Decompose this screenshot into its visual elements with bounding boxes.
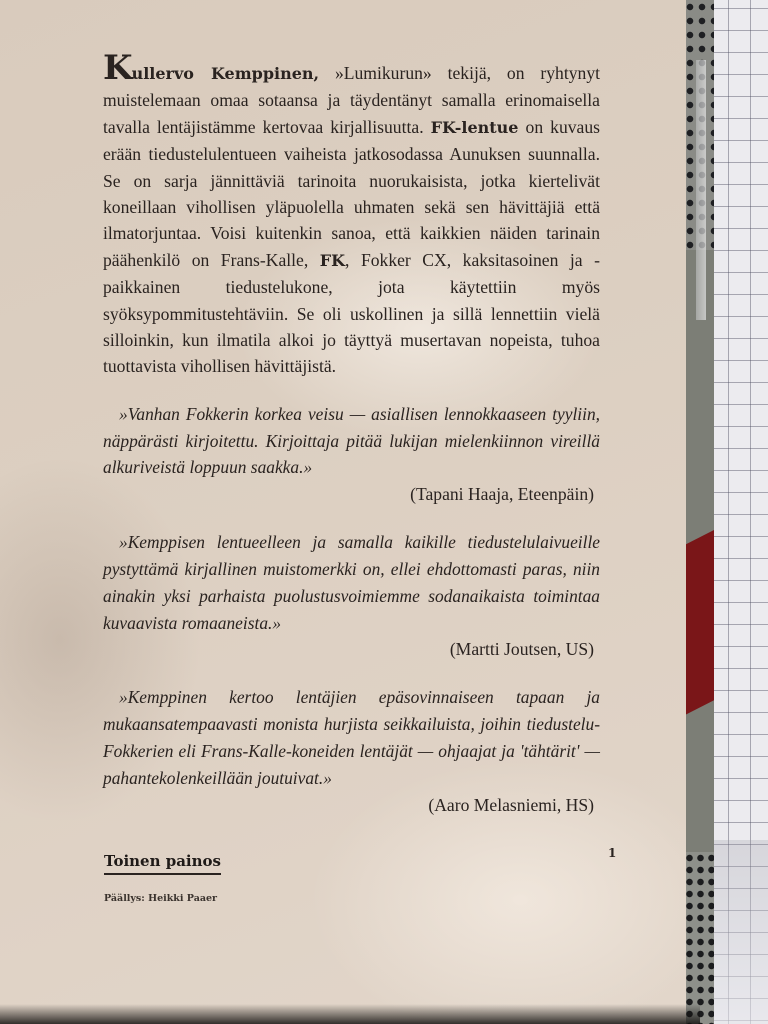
review-source-1: (Tapani Haaja, Eteenpäin) bbox=[410, 484, 594, 505]
page-number: 1 bbox=[608, 846, 617, 860]
book-title: FK-lentue bbox=[430, 117, 519, 137]
author-name: ullervo Kemppinen, bbox=[131, 64, 320, 83]
drop-cap: K bbox=[103, 48, 132, 88]
cover-credit: Päällys: Heikki Paaer bbox=[104, 893, 218, 904]
intro-text-3: , Fokker CX, kaksitasoinen ja -paikkainen tiedustelukone, jota käytettiin myös syöksypommitustehtäviin. Se oli uskollinen ja sillä lennettiin vielä silloinkin, kun ilmatila alkoi jo täyttyä musertavan nopeista, tuhoa tuottavista vihollisen hävittäjistä. bbox=[103, 249, 600, 377]
spine-dot-pattern-bottom bbox=[684, 852, 714, 1024]
review-source-3: (Aaro Melasniemi, HS) bbox=[428, 794, 594, 815]
review-quote-1: »Vanhan Fokkerin korkea veisu — asiallisen lennokkaaseen tyyliin, näppärästi kirjoitettu. Kirjoittaja pitää lukijan mielenkiinnon vireillä alkuriveistä loppuun saakka.» bbox=[103, 403, 600, 478]
intro-text-1: »Lumikurun» tekijä, on ryhtynyt muistelemaan omaa sotaansa ja täydentänyt samalla erinomaisella tavalla lentäjistämme kertovaa kirjallisuutta. bbox=[103, 63, 601, 137]
intro-text-2: on kuvaus erään tiedustelulentueen vaiheista jatkosodassa Aunuksen suunnalla. Se on sarja jännittäviä tarinoita nuorukaisista, jotka kiertelivät koneillaan vihollisen yläpuolella uhmaten sekä sen hävittäjiä että ilmatorjuntaa. Voisi kuitenkin sanoa, että kaikkien näiden tarinain päähenkilö on Frans-Kalle, bbox=[103, 116, 600, 270]
edition-label: Toinen painos bbox=[104, 852, 221, 875]
review-source-2: (Martti Joutsen, US) bbox=[449, 639, 594, 660]
bottom-shadow bbox=[0, 1004, 700, 1024]
intro-paragraph bbox=[103, 48, 601, 380]
review-quote-2: »Kemppisen lentueelleen ja samalla kaikille tiedustelulaivueille pystyttämä kirjallinen muistomerkki on, ellei ehdottomasti paras, niin ainakin yksi parhaista puolustusvoimiemme sodanaikaista toimintaa kuvaavista romaaneista.» bbox=[103, 532, 600, 633]
blurb-text-block bbox=[103, 48, 601, 818]
spine-silver-highlight bbox=[696, 60, 706, 320]
fk-abbrev: FK bbox=[319, 250, 346, 270]
spine-red-stripe bbox=[685, 530, 714, 715]
review-quote-3: »Kemppinen kertoo lentäjien epäsovinnaiseen tapaan ja mukaansatempaavasti monista hurjista seikkailuista, joihin tiedustelu-Fokkerien eli Frans-Kalle-koneiden lentäjät — ohjaajat ja 'tähtärit' — pahantekolenkeillään joutuivat.» bbox=[103, 687, 600, 788]
